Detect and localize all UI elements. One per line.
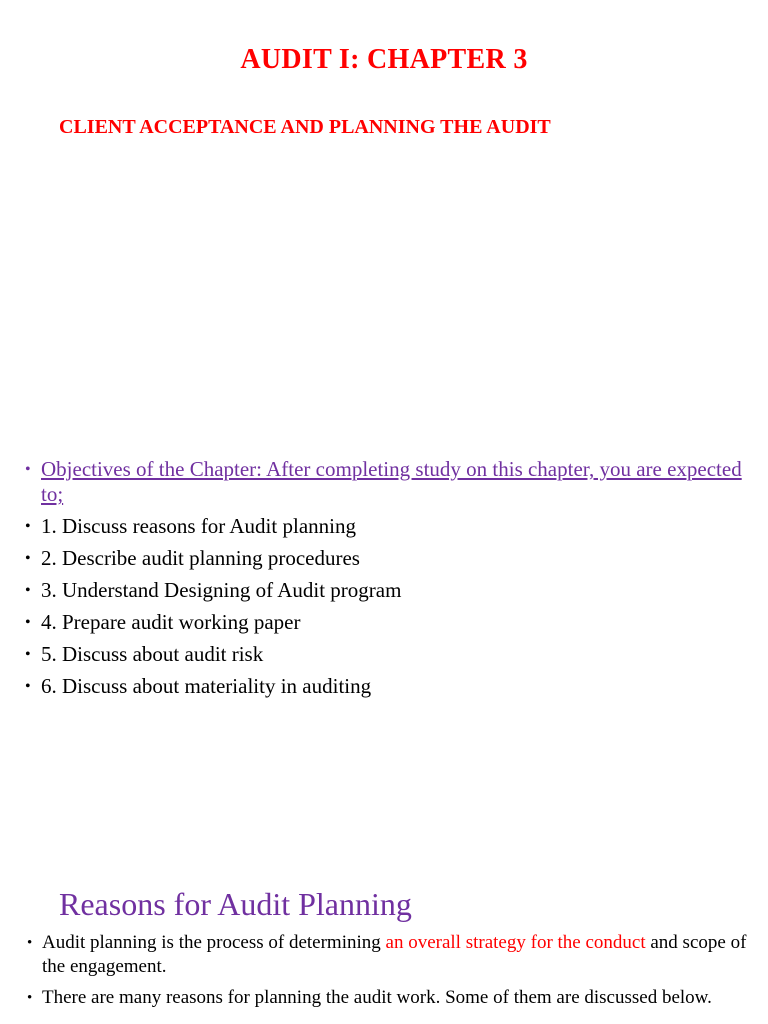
- reasons-list: [27, 931, 747, 1017]
- bullet-icon: •: [25, 678, 31, 695]
- list-item-text: 5. Discuss about audit risk: [41, 642, 264, 666]
- chapter-title: AUDIT I: CHAPTER 3: [240, 44, 528, 75]
- definition-text-end: and scope of the engagement.: [42, 932, 747, 977]
- bullet-icon: •: [25, 461, 31, 478]
- list-item: [25, 642, 745, 667]
- bullet-icon: •: [25, 550, 31, 567]
- list-item-text: 3. Understand Designing of Audit program: [41, 578, 402, 602]
- chapter-subtitle: CLIENT ACCEPTANCE AND PLANNING THE AUDIT: [59, 116, 551, 138]
- list-item: [25, 674, 745, 699]
- bullet-icon: •: [25, 518, 31, 535]
- list-item: [25, 578, 745, 603]
- bullet-icon: •: [27, 990, 33, 1006]
- list-item: [25, 514, 745, 539]
- bullet-icon: •: [27, 935, 33, 951]
- list-item-text: 2. Describe audit planning procedures: [41, 546, 360, 570]
- bullet-icon: •: [25, 582, 31, 599]
- list-item-text: There are many reasons for planning the audit work. Some of them are discussed below.: [42, 987, 712, 1008]
- list-item: [27, 931, 747, 979]
- list-item-text: 1. Discuss reasons for Audit planning: [41, 514, 356, 538]
- list-item-text: 6. Discuss about materiality in auditing: [41, 674, 372, 698]
- bullet-icon: •: [25, 646, 31, 663]
- objectives-list: [25, 457, 745, 706]
- list-item: [25, 610, 745, 635]
- bullet-icon: •: [25, 614, 31, 631]
- definition-text-start: Audit planning is the process of determining: [42, 932, 386, 953]
- list-item: [25, 546, 745, 571]
- objectives-intro-text: Objectives of the Chapter: After completing study on this chapter, you are expected to;: [41, 457, 742, 506]
- definition-highlight: an overall strategy for the conduct: [385, 932, 646, 953]
- list-item: [27, 986, 747, 1010]
- objectives-intro-item: [25, 457, 745, 507]
- section-heading: Reasons for Audit Planning: [59, 886, 412, 922]
- list-item-text: 4. Prepare audit working paper: [41, 610, 301, 634]
